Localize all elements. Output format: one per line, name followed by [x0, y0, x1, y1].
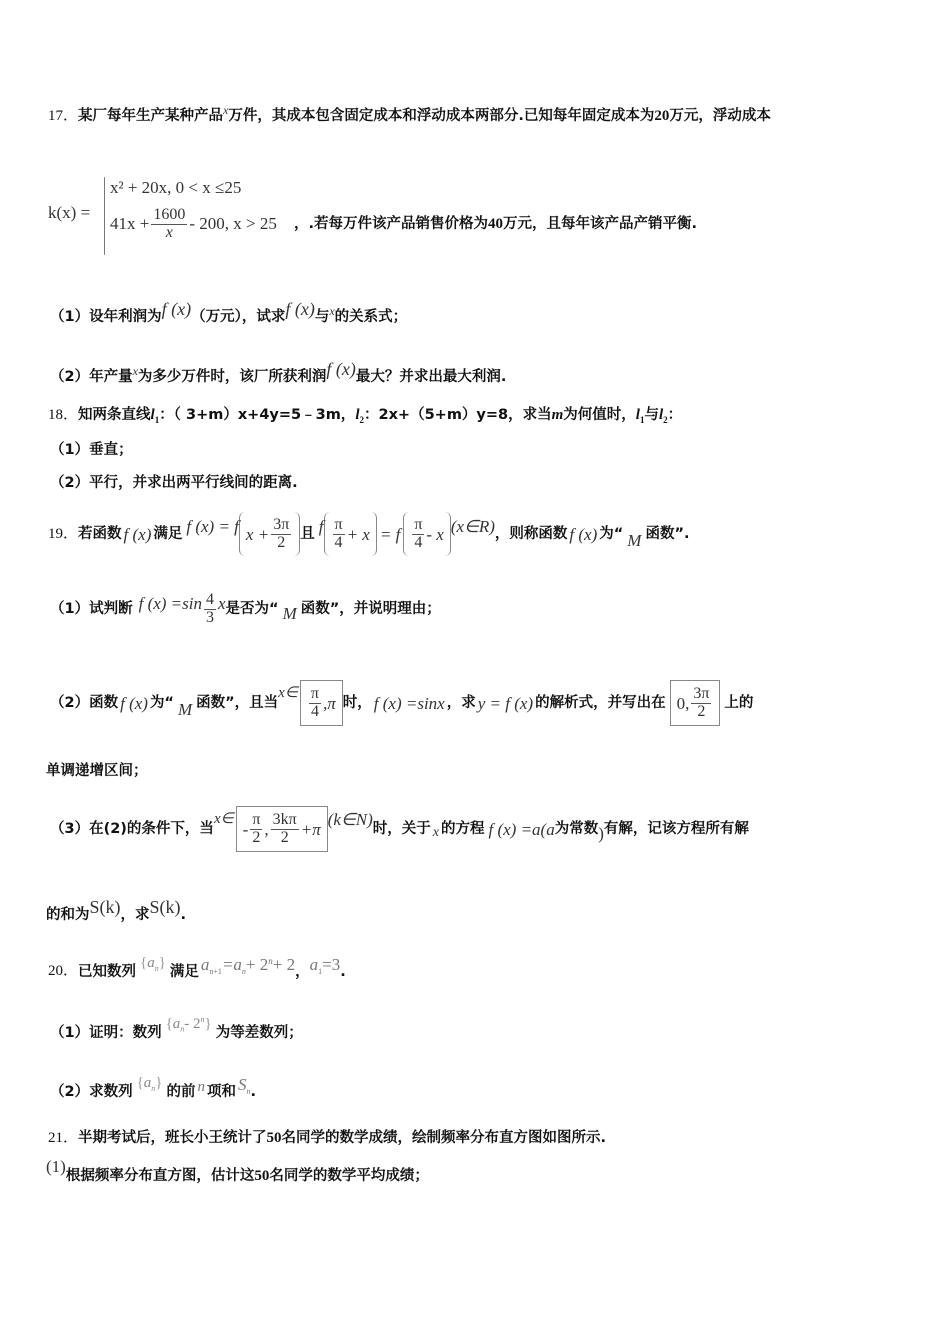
piece-1: x² + 20x, 0 < x ≤25 — [110, 178, 242, 197]
q20-part1 — [50, 1015, 303, 1042]
q20-part1-b: 为等差数列； — [215, 1024, 303, 1041]
count: 50 — [266, 1130, 282, 1146]
piece-2-b: - 200, x > 25 — [189, 214, 277, 234]
denominator: 4 — [334, 533, 343, 551]
var-x: x — [132, 364, 138, 378]
cond1-paren — [239, 512, 300, 556]
plus-x: + x — [346, 524, 370, 544]
n: n — [197, 1079, 205, 1096]
q19-stem-d: 为“ — [599, 525, 624, 542]
q21-stem-a: 半期考试后，班长小王统计了 — [78, 1130, 267, 1146]
q18-stem — [48, 408, 682, 425]
denominator: 3 — [206, 608, 214, 626]
exp-n: n — [200, 1015, 205, 1024]
q17-part1-a: （1）设年利润为 — [50, 308, 162, 325]
q20-part2-b: 的前 — [166, 1083, 196, 1100]
numerator: 3π — [273, 515, 290, 533]
n-plus-1: n+1 — [209, 966, 222, 976]
frac-pi-4 — [333, 517, 345, 552]
sinx: f (x) =sinx — [373, 693, 445, 713]
l2-sub: 2 — [359, 414, 364, 425]
q20-stem-b: 满足 — [169, 963, 199, 980]
q19-part2-b: 为“ — [149, 694, 174, 711]
q20-stem-a: 已知数列 — [78, 963, 137, 980]
Sk: S(k) — [149, 897, 181, 917]
q18-part2 — [50, 476, 298, 491]
q20-stem — [48, 954, 346, 982]
q19-stem-c: ，则称函数 — [494, 525, 568, 542]
q19-part2-cont-text: 单调递增区间； — [46, 763, 148, 779]
q21-part1 — [46, 1157, 429, 1184]
close-paren: ) — [598, 823, 604, 843]
x: x — [218, 593, 226, 613]
M: M — [627, 530, 642, 550]
seq-an: $\{a_n\}$ — [136, 1074, 163, 1093]
M: M — [282, 603, 297, 623]
q17-part2 — [50, 360, 506, 384]
k-in-N: (k∈N) — [327, 809, 373, 829]
fx: f (x) — [120, 693, 148, 713]
neg: - — [242, 819, 249, 839]
initial-term — [310, 956, 341, 976]
q19-part2-g: 上的 — [724, 694, 754, 711]
denominator: 4 — [414, 533, 423, 551]
q21-number: 21． — [48, 1130, 79, 1146]
l1-sub: 1 — [639, 414, 645, 425]
q19-part1-a: （1）试判断 — [50, 601, 133, 618]
interval-end: ,π — [322, 693, 336, 713]
cond1-x: x + — [245, 524, 270, 544]
sin-func: f (x) =sin — [138, 593, 202, 613]
q19-part2-c: 函数”，且当 — [196, 694, 279, 711]
q19-part1 — [50, 592, 441, 627]
q17-stem — [48, 104, 771, 124]
q21-part1-b: 名同学的数学平均成绩； — [269, 1168, 429, 1184]
q19-number: 19． — [48, 525, 79, 542]
numerator: 1600 — [153, 206, 186, 223]
fx-eq-a: f (x) =a(a — [488, 819, 555, 839]
m: m — [551, 407, 564, 423]
S: S — [238, 1075, 247, 1094]
piecewise-brace — [104, 177, 105, 255]
q18-part1-text: （1）垂直； — [50, 442, 133, 458]
frac-3pi-2 — [271, 517, 291, 552]
q19-stem — [48, 512, 690, 556]
interval-k: - $\frac{\pi}{2}$ , $\frac{3k\pi}{2}$ +π — [236, 806, 328, 852]
x-in: x∈ — [213, 810, 234, 827]
denominator: 2 — [280, 828, 289, 846]
l1: l — [150, 407, 155, 423]
q20-part2-c: 项和 — [207, 1083, 236, 1100]
denominator: 4 — [310, 702, 319, 720]
cond1-lhs: f (x) = f — [186, 516, 239, 536]
frac-pi-2 — [250, 812, 262, 847]
q20-part2-a: （2）求数列 — [50, 1083, 133, 1100]
fx: f (x) — [569, 524, 598, 544]
q17-intro3: 万元，浮动成本 — [669, 107, 771, 124]
denominator: 2 — [252, 828, 261, 846]
q19-part2-f: 的解析式，并写出在 — [535, 694, 666, 711]
n: n — [151, 1083, 156, 1093]
q19-part3-cont-b: ，求 — [120, 906, 150, 923]
q21-part1-a: 根据频率分布直方图，估计这 — [65, 1168, 255, 1184]
price: 40 — [488, 216, 504, 232]
q18-stem-d: ： — [667, 407, 683, 423]
q20-part2 — [50, 1074, 257, 1102]
q17-part1-b: （万元），试求 — [191, 308, 286, 325]
denominator: x — [165, 223, 173, 241]
q17-cost-function — [46, 175, 846, 260]
numerator: π — [252, 810, 261, 828]
a: a — [143, 1074, 152, 1091]
q21-stem — [48, 1131, 606, 1146]
a: a — [172, 1015, 181, 1032]
domain: (x∈R) — [450, 516, 495, 536]
plus-pi: +π — [300, 819, 321, 839]
q19-part2 — [50, 680, 753, 726]
fraction-1600-x — [151, 207, 187, 242]
numerator: 3kπ — [272, 810, 297, 828]
sub-1: 1 — [318, 966, 323, 976]
n: n — [154, 963, 159, 973]
fx: f (x) — [161, 299, 192, 319]
eq-a: =a — [221, 955, 242, 974]
q18-stem-a: 知两条直线 — [78, 407, 151, 423]
a: a — [309, 955, 319, 974]
q17-part2-b: 为多少万件时，该厂所获利润 — [137, 368, 327, 385]
q19-part2-d: 时， — [342, 694, 372, 711]
frac-pi-4 — [412, 517, 424, 552]
cond2-f: f — [318, 516, 324, 536]
func-label: k(x) = — [48, 203, 91, 222]
q20-part1-a: （1）证明：数列 — [50, 1024, 162, 1041]
fx: f (x) — [326, 359, 356, 379]
interval-start: 0, — [676, 693, 690, 713]
q17-part1-c: 与 — [314, 308, 330, 325]
after-func: ，.若每万件该产品销售价格为 — [294, 216, 489, 232]
q19-part3-cont-c: . — [180, 906, 187, 923]
cond2-paren-left — [324, 512, 377, 556]
count: 50 — [254, 1168, 270, 1184]
y-eq-fx: y = f (x) — [477, 693, 534, 713]
n: n — [180, 1024, 185, 1034]
piece-2 — [110, 207, 277, 242]
q19-part3-c: 的方程 — [440, 820, 485, 837]
l2: l — [355, 407, 360, 423]
var-x: x — [329, 304, 335, 318]
q17-number: 17． — [48, 107, 79, 124]
q19-part3-a: （3）在(2)的条件下，当 — [50, 820, 214, 837]
q20-part2-d: . — [250, 1083, 257, 1100]
fx: f (x) — [123, 524, 152, 544]
numerator: π — [334, 515, 343, 533]
q17-intro2: 万件，其成本包含固定成本和浮动成本两部分.已知每年固定成本为 — [228, 107, 655, 124]
q19-part1-c: 函数”，并说明理由； — [300, 601, 441, 618]
q17-part1-d: 的关系式； — [334, 308, 408, 325]
part1-label: (1) — [46, 1157, 66, 1176]
n: n — [246, 1086, 251, 1096]
q19-part1-b: 是否为“ — [225, 601, 279, 618]
a: a — [200, 955, 210, 974]
numerator: π — [310, 684, 319, 702]
numerator: 3π — [693, 684, 710, 702]
q19-part3-b: 时，关于 — [372, 820, 431, 837]
q19-part3-d: 为常数 — [554, 820, 599, 837]
q19-part2-e: ，求 — [446, 694, 476, 711]
q17-part2-a: （2）年产量 — [50, 368, 133, 385]
a: a — [147, 954, 155, 971]
plus-2b: + 2 — [272, 955, 296, 974]
q17-part1 — [50, 300, 407, 324]
interval-pi4-pi — [300, 680, 343, 726]
q17-part2-c: 最大？并求出最大利润. — [355, 368, 507, 385]
piece-2-a: 41x + — [110, 214, 150, 234]
Sn — [238, 1076, 251, 1096]
q18-stem-b: 为何值时， — [563, 407, 636, 423]
eq-f: = f — [379, 524, 401, 544]
interval-0-3pi2 — [670, 680, 721, 726]
q18-stem-c: 与 — [644, 407, 659, 423]
q17-intro: 某厂每年生产某种产品 — [78, 107, 224, 124]
period: . — [340, 963, 346, 980]
denominator: 2 — [697, 702, 706, 720]
seq-an: $\{a_n\}$ — [140, 954, 166, 973]
fixed-cost: 20 — [654, 107, 670, 124]
M: M — [177, 699, 193, 719]
frac-4-3 — [204, 592, 216, 627]
x: x — [432, 825, 439, 840]
frac-3pi-2 — [691, 686, 711, 721]
exp-n: n — [268, 956, 273, 967]
l2-sub: 2 — [663, 414, 668, 425]
q18-part1 — [50, 443, 133, 458]
q19-stem-e: 函数”. — [645, 525, 690, 542]
q19-part3-cont — [46, 898, 186, 922]
numerator: π — [414, 515, 423, 533]
a1-value: =3 — [322, 955, 341, 974]
frac-pi-4 — [309, 686, 321, 721]
denominator: 2 — [277, 533, 286, 551]
l1-sub: 1 — [154, 414, 160, 425]
recurrence — [201, 956, 295, 976]
q17-price-sentence — [294, 217, 697, 232]
q19-part3-cont-a: 的和为 — [46, 906, 90, 923]
q18-part2-text: （2）平行，并求出两平行线间的距离. — [50, 475, 298, 491]
l2: l — [658, 407, 664, 423]
cond2-paren-right — [403, 512, 451, 556]
fx: f (x) — [285, 299, 315, 319]
l1: l — [635, 407, 640, 423]
eq1: ：（ 3+m）x+4y=5﹣3m， — [159, 407, 356, 423]
plus-2: + 2 — [245, 955, 269, 974]
q18-number: 18． — [48, 407, 79, 423]
comma: ， — [295, 963, 310, 980]
seq-an-minus-2n: {$a_n-$ 2$^n$} — [165, 1015, 212, 1034]
Sk: S(k) — [89, 897, 121, 917]
q19-part3 — [50, 806, 749, 852]
x-in: x∈ — [278, 684, 298, 701]
q21-stem-b: 名同学的数学成绩，绘制频率分布直方图如图所示. — [281, 1130, 607, 1146]
n: n — [241, 966, 246, 976]
and: 且 — [300, 525, 315, 542]
minus-2: - 2 — [184, 1015, 201, 1032]
q19-stem-b: 满足 — [153, 525, 183, 542]
q19-part2-cont — [46, 764, 148, 779]
q19-part3-e: 有解，记该方程所有解 — [603, 820, 749, 837]
eq2: ：2x+（5+m）y=8，求当 — [363, 407, 552, 423]
after-price: 万元，且每年该产品产销平衡. — [503, 216, 698, 232]
q19-stem-a: 若函数 — [78, 525, 122, 542]
minus-x: - x — [426, 524, 444, 544]
q19-part2-a: （2）函数 — [50, 694, 119, 711]
frac-3kpi-2 — [271, 812, 299, 847]
var-x: x — [223, 103, 229, 117]
q20-number: 20． — [48, 963, 79, 980]
numerator: 4 — [206, 591, 214, 608]
